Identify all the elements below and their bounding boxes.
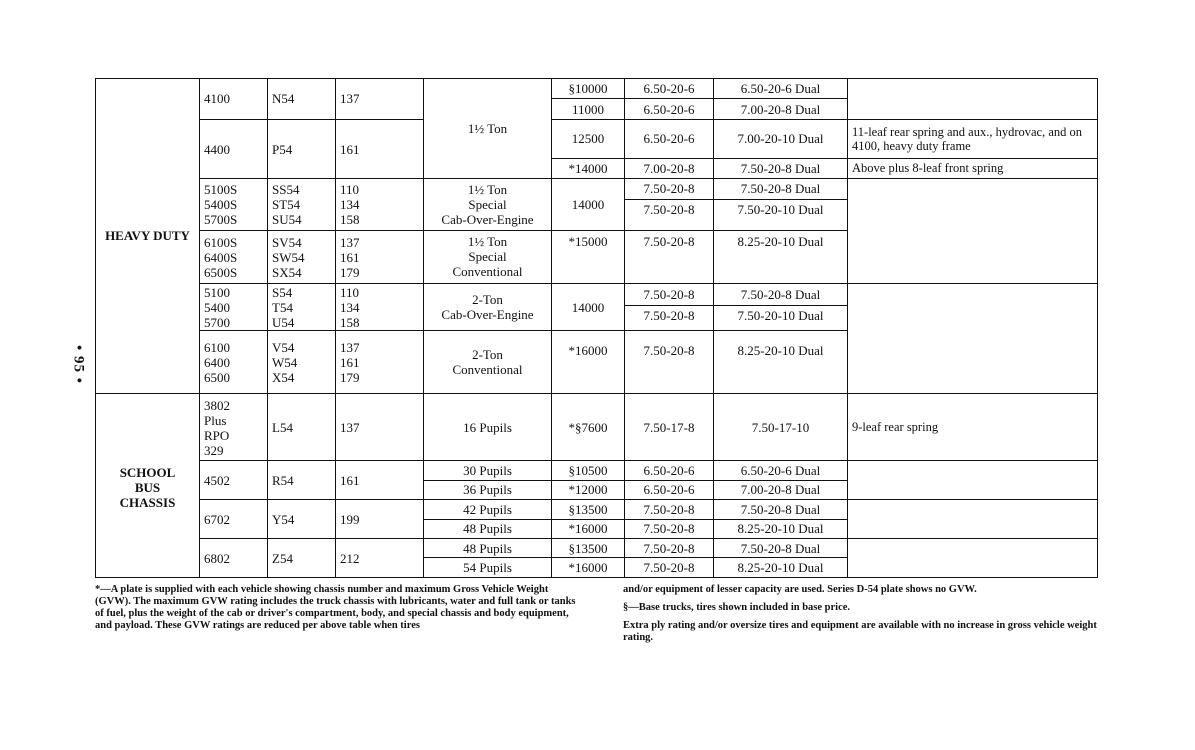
model-cell: 4100 xyxy=(200,79,268,120)
base-trucks-footnote: §—Base trucks, tires shown included in base price. xyxy=(623,602,851,613)
note-cell xyxy=(848,539,1098,578)
wheelbase-cell: 161 xyxy=(336,461,424,500)
tires-front-cell: 7.00-20-8 xyxy=(625,158,714,178)
category-heavy-duty: HEAVY DUTY xyxy=(96,79,200,394)
gvw-cell: §10000 xyxy=(552,79,625,99)
gvw-cell: §10500 xyxy=(552,461,625,480)
capacity-cell: 36 Pupils xyxy=(424,480,552,499)
page-number: • 95 • xyxy=(70,344,87,384)
model-cell: 4400 xyxy=(200,119,268,178)
gvw-cell: *16000 xyxy=(552,558,625,578)
tires-rear-cell: 8.25-20-10 Dual xyxy=(714,331,848,393)
tires-front-cell: 7.50-20-8 xyxy=(625,558,714,578)
capacity-cell: 48 Pupils xyxy=(424,519,552,538)
tires-front-cell: 6.50-20-6 xyxy=(625,461,714,480)
table-row xyxy=(96,461,1098,480)
tires-rear-cell: 7.00-20-8 Dual xyxy=(714,480,848,499)
tires-rear-cell: 8.25-20-10 Dual xyxy=(714,231,848,284)
note-cell: 9-leaf rear spring xyxy=(848,393,1098,460)
table-row xyxy=(96,284,1098,306)
series-cell: S54 T54 U54 xyxy=(268,284,336,331)
capacity-cell: 16 Pupils xyxy=(424,393,552,460)
wheelbase-cell: 137 161 179 xyxy=(336,331,424,393)
extra-ply-footnote: Extra ply rating and/or oversize tires and equipment are available with no increase in gross vehicle weight rating. xyxy=(623,620,1097,643)
tires-front-cell: 6.50-20-6 xyxy=(625,99,714,119)
footnote-left xyxy=(95,584,585,632)
tires-rear-cell: 7.50-20-8 Dual xyxy=(714,500,848,519)
gvw-cell: 12500 xyxy=(552,119,625,158)
gvw-cell: 14000 xyxy=(552,284,625,331)
tires-front-cell: 7.50-20-8 xyxy=(625,306,714,331)
series-cell: SS54 ST54 SU54 xyxy=(268,179,336,231)
tires-front-cell: 7.50-20-8 xyxy=(625,231,714,284)
tires-rear-cell: 7.50-20-8 Dual xyxy=(714,179,848,199)
gvw-cell: *12000 xyxy=(552,480,625,499)
gvw-cell: *15000 xyxy=(552,231,625,284)
series-cell: P54 xyxy=(268,119,336,178)
table-row xyxy=(96,539,1098,558)
capacity-cell: 1½ Ton xyxy=(424,79,552,179)
note-cell xyxy=(848,284,1098,393)
tires-front-cell: 7.50-20-8 xyxy=(625,199,714,231)
capacity-cell: 54 Pupils xyxy=(424,558,552,578)
tires-front-cell: 7.50-20-8 xyxy=(625,519,714,538)
category-school-bus: SCHOOL BUS CHASSIS xyxy=(96,393,200,577)
tires-rear-cell: 7.50-20-10 Dual xyxy=(714,306,848,331)
table-row xyxy=(96,119,1098,158)
tires-front-cell: 7.50-20-8 xyxy=(625,539,714,558)
wheelbase-cell: 137 xyxy=(336,393,424,460)
model-cell: 3802 Plus RPO 329 xyxy=(200,393,268,460)
series-cell: N54 xyxy=(268,79,336,120)
wheelbase-cell: 110 134 158 xyxy=(336,179,424,231)
gvw-cell: §13500 xyxy=(552,500,625,519)
tires-rear-cell: 7.50-20-8 Dual xyxy=(714,158,848,178)
note-cell: 11-leaf rear spring and aux., hydrovac, and on 4100, heavy duty frame xyxy=(848,119,1098,158)
gvw-footnote-continued: and/or equipment of lesser capacity are used. Series D-54 plate shows no GVW. xyxy=(623,584,977,595)
spec-table xyxy=(95,78,1098,578)
capacity-cell: 2-Ton Cab-Over-Engine xyxy=(424,284,552,331)
gvw-cell: 14000 xyxy=(552,179,625,231)
tires-rear-cell: 7.50-20-10 Dual xyxy=(714,199,848,231)
capacity-cell: 1½ Ton Special Cab-Over-Engine xyxy=(424,179,552,231)
tires-rear-cell: 7.50-20-8 Dual xyxy=(714,539,848,558)
capacity-cell: 48 Pupils xyxy=(424,539,552,558)
tires-rear-cell: 7.00-20-10 Dual xyxy=(714,119,848,158)
table-row xyxy=(96,79,1098,99)
gvw-cell: §13500 xyxy=(552,539,625,558)
model-cell: 6100 6400 6500 xyxy=(200,331,268,393)
table-row xyxy=(96,393,1098,460)
series-cell: Z54 xyxy=(268,539,336,578)
spec-table-container xyxy=(95,78,1097,578)
wheelbase-cell: 137 xyxy=(336,79,424,120)
tires-rear-cell: 8.25-20-10 Dual xyxy=(714,519,848,538)
series-cell: Y54 xyxy=(268,500,336,539)
note-cell xyxy=(848,179,1098,284)
capacity-cell: 2-Ton Conventional xyxy=(424,331,552,393)
note-cell xyxy=(848,79,1098,120)
gvw-cell: *§7600 xyxy=(552,393,625,460)
tires-rear-cell: 6.50-20-6 Dual xyxy=(714,79,848,99)
wheelbase-cell: 161 xyxy=(336,119,424,178)
series-cell: R54 xyxy=(268,461,336,500)
tires-front-cell: 7.50-20-8 xyxy=(625,179,714,199)
model-cell: 5100 5400 5700 xyxy=(200,284,268,331)
model-cell: 6802 xyxy=(200,539,268,578)
capacity-cell: 30 Pupils xyxy=(424,461,552,480)
series-cell: V54 W54 X54 xyxy=(268,331,336,393)
wheelbase-cell: 199 xyxy=(336,500,424,539)
model-cell: 6702 xyxy=(200,500,268,539)
tires-front-cell: 6.50-20-6 xyxy=(625,119,714,158)
series-cell: SV54 SW54 SX54 xyxy=(268,231,336,284)
table-row xyxy=(96,179,1098,199)
note-cell: Above plus 8-leaf front spring xyxy=(848,158,1098,178)
model-cell: 6100S 6400S 6500S xyxy=(200,231,268,284)
tires-front-cell: 7.50-20-8 xyxy=(625,284,714,306)
tires-rear-cell: 8.25-20-10 Dual xyxy=(714,558,848,578)
wheelbase-cell: 110 134 158 xyxy=(336,284,424,331)
note-cell xyxy=(848,461,1098,500)
series-cell: L54 xyxy=(268,393,336,460)
tires-rear-cell: 6.50-20-6 Dual xyxy=(714,461,848,480)
gvw-footnote: *—A plate is supplied with each vehicle showing chassis number and maximum Gross Vehicle Weight (GVW). The maximum GVW rating includes the truck chassis with lubricants, water and full tank or tanks of fuel, plus the weight of the cab or driver's compartment, body, and special chassis and body equipment, and payload. These GVW ratings are reduced per above table when tires xyxy=(95,584,576,631)
capacity-cell: 42 Pupils xyxy=(424,500,552,519)
tires-front-cell: 7.50-17-8 xyxy=(625,393,714,460)
footnote-right xyxy=(623,584,1105,650)
tires-front-cell: 7.50-20-8 xyxy=(625,331,714,393)
gvw-cell: *14000 xyxy=(552,158,625,178)
tires-rear-cell: 7.50-20-8 Dual xyxy=(714,284,848,306)
tires-front-cell: 6.50-20-6 xyxy=(625,480,714,499)
tires-front-cell: 6.50-20-6 xyxy=(625,79,714,99)
gvw-cell: 11000 xyxy=(552,99,625,119)
wheelbase-cell: 212 xyxy=(336,539,424,578)
note-cell xyxy=(848,500,1098,539)
tires-rear-cell: 7.00-20-8 Dual xyxy=(714,99,848,119)
tires-front-cell: 7.50-20-8 xyxy=(625,500,714,519)
model-cell: 5100S 5400S 5700S xyxy=(200,179,268,231)
tires-rear-cell: 7.50-17-10 xyxy=(714,393,848,460)
model-cell: 4502 xyxy=(200,461,268,500)
gvw-cell: *16000 xyxy=(552,331,625,393)
table-row xyxy=(96,500,1098,519)
gvw-cell: *16000 xyxy=(552,519,625,538)
capacity-cell: 1½ Ton Special Conventional xyxy=(424,231,552,284)
wheelbase-cell: 137 161 179 xyxy=(336,231,424,284)
